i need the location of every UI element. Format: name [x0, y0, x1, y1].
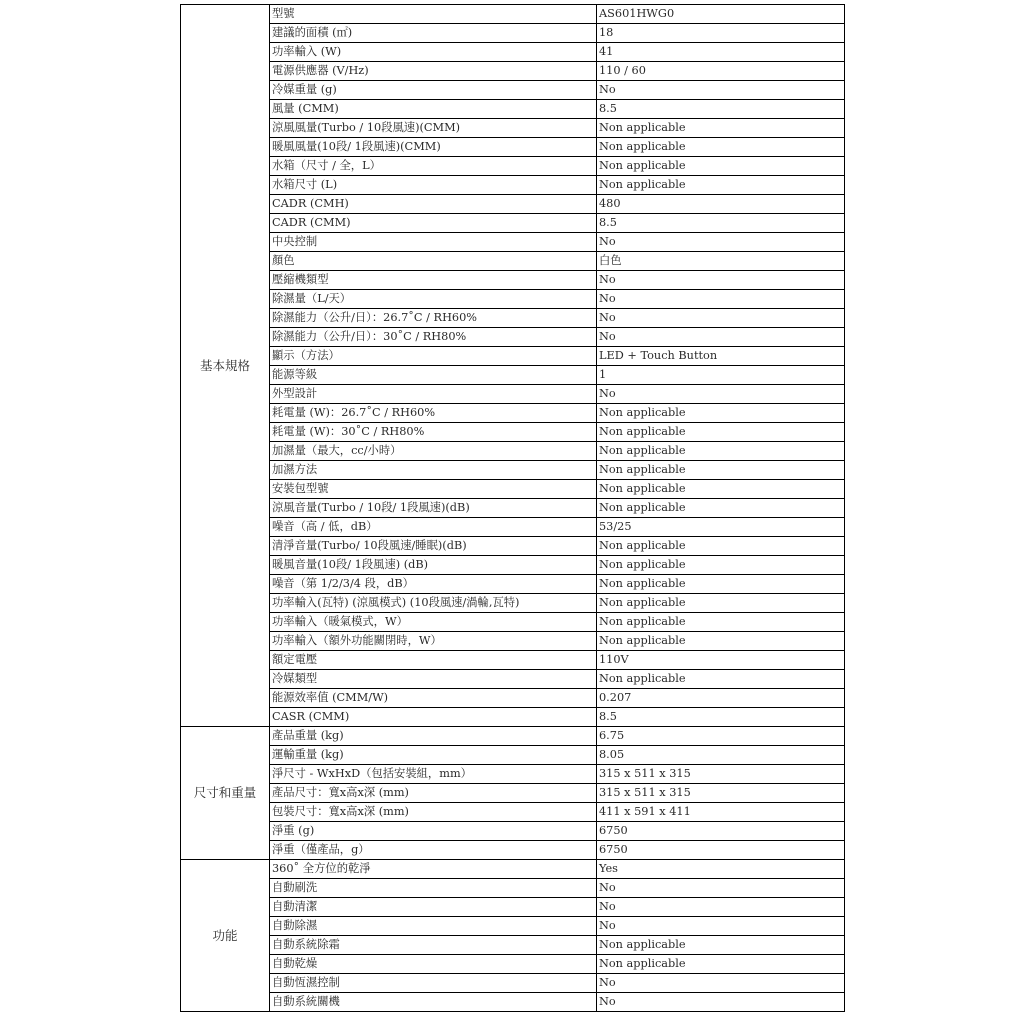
spec-row [181, 594, 845, 613]
spec-name-cell: CADR (CMM) [270, 214, 597, 233]
spec-name-cell: 加濕方法 [270, 461, 597, 480]
spec-row [181, 423, 845, 442]
spec-value-cell: No [597, 271, 845, 290]
spec-row [181, 81, 845, 100]
spec-row [181, 385, 845, 404]
spec-name-cell: 淨重（僅產品，g） [270, 841, 597, 860]
spec-value-cell: Non applicable [597, 632, 845, 651]
spec-value-cell: Non applicable [597, 575, 845, 594]
spec-row [181, 841, 845, 860]
spec-value-cell: No [597, 898, 845, 917]
spec-row [181, 176, 845, 195]
spec-name-cell: 自動乾燥 [270, 955, 597, 974]
spec-row [181, 347, 845, 366]
spec-row [181, 518, 845, 537]
spec-row [181, 860, 845, 879]
spec-row [181, 442, 845, 461]
spec-row [181, 100, 845, 119]
spec-name-cell: 水箱（尺寸 / 全，L） [270, 157, 597, 176]
spec-name-cell: 自動清潔 [270, 898, 597, 917]
spec-value-cell: Non applicable [597, 404, 845, 423]
spec-row [181, 157, 845, 176]
spec-value-cell: 8.5 [597, 708, 845, 727]
spec-row [181, 708, 845, 727]
spec-row [181, 62, 845, 81]
spec-row [181, 898, 845, 917]
spec-row [181, 670, 845, 689]
spec-value-cell: 18 [597, 24, 845, 43]
spec-name-cell: 除濕量（L/天） [270, 290, 597, 309]
spec-value-cell: Non applicable [597, 613, 845, 632]
spec-value-cell: No [597, 81, 845, 100]
spec-name-cell: 功率輸入（額外功能關閉時，W） [270, 632, 597, 651]
spec-row [181, 974, 845, 993]
spec-name-cell: 顏色 [270, 252, 597, 271]
spec-name-cell: 外型設計 [270, 385, 597, 404]
spec-value-cell: Non applicable [597, 556, 845, 575]
spec-value-cell: Non applicable [597, 157, 845, 176]
spec-row [181, 43, 845, 62]
spec-name-cell: 壓縮機類型 [270, 271, 597, 290]
spec-row [181, 24, 845, 43]
spec-value-cell: 110V [597, 651, 845, 670]
spec-name-cell: 自動系統除霜 [270, 936, 597, 955]
spec-value-cell: Non applicable [597, 670, 845, 689]
spec-name-cell: 360˚ 全方位的乾淨 [270, 860, 597, 879]
spec-name-cell: CADR (CMH) [270, 195, 597, 214]
spec-row [181, 252, 845, 271]
spec-value-cell: Non applicable [597, 442, 845, 461]
spec-value-cell: No [597, 328, 845, 347]
spec-value-cell: Non applicable [597, 499, 845, 518]
spec-name-cell: 運輸重量 (kg) [270, 746, 597, 765]
spec-row [181, 784, 845, 803]
spec-name-cell: 除濕能力（公升/日）：30˚C / RH80% [270, 328, 597, 347]
spec-value-cell: No [597, 385, 845, 404]
spec-name-cell: 冷媒重量 (g) [270, 81, 597, 100]
spec-row [181, 822, 845, 841]
spec-name-cell: 顯示（方法） [270, 347, 597, 366]
spec-row [181, 290, 845, 309]
spec-value-cell: No [597, 233, 845, 252]
spec-name-cell: 冷媒類型 [270, 670, 597, 689]
spec-name-cell: 淨尺寸 - WxHxD（包括安裝組，mm） [270, 765, 597, 784]
spec-name-cell: 暖風音量(10段/ 1段風速) (dB) [270, 556, 597, 575]
spec-row [181, 955, 845, 974]
spec-row [181, 556, 845, 575]
spec-row [181, 803, 845, 822]
spec-row [181, 651, 845, 670]
spec-row [181, 138, 845, 157]
spec-name-cell: 加濕量（最大，cc/小時） [270, 442, 597, 461]
spec-name-cell: 耗電量 (W)：30˚C / RH80% [270, 423, 597, 442]
spec-name-cell: 風量 (CMM) [270, 100, 597, 119]
spec-name-cell: 自動系統關機 [270, 993, 597, 1012]
spec-name-cell: 功率輸入（暖氣模式，W） [270, 613, 597, 632]
spec-value-cell: 8.05 [597, 746, 845, 765]
spec-value-cell: No [597, 974, 845, 993]
spec-value-cell: Non applicable [597, 537, 845, 556]
spec-name-cell: 能源效率值 (CMM/W) [270, 689, 597, 708]
spec-name-cell: 包裝尺寸：寬x高x深 (mm) [270, 803, 597, 822]
spec-row [181, 328, 845, 347]
spec-name-cell: 自動刷洗 [270, 879, 597, 898]
spec-name-cell: 除濕能力（公升/日）：26.7˚C / RH60% [270, 309, 597, 328]
spec-value-cell: 480 [597, 195, 845, 214]
spec-value-cell: No [597, 993, 845, 1012]
spec-value-cell: Non applicable [597, 594, 845, 613]
spec-name-cell: 涼風風量(Turbo / 10段風速)(CMM) [270, 119, 597, 138]
spec-value-cell: Non applicable [597, 119, 845, 138]
spec-row [181, 917, 845, 936]
spec-name-cell: 能源等級 [270, 366, 597, 385]
spec-value-cell: 1 [597, 366, 845, 385]
spec-row [181, 5, 845, 24]
spec-name-cell: 產品尺寸：寬x高x深 (mm) [270, 784, 597, 803]
spec-name-cell: 噪音（第 1/2/3/4 段，dB） [270, 575, 597, 594]
spec-value-cell: Yes [597, 860, 845, 879]
spec-name-cell: 產品重量 (kg) [270, 727, 597, 746]
spec-name-cell: 型號 [270, 5, 597, 24]
spec-value-cell: Non applicable [597, 138, 845, 157]
spec-row [181, 537, 845, 556]
spec-name-cell: 功率輸入(瓦特) (涼風模式) (10段風速/渦輪,瓦特) [270, 594, 597, 613]
spec-value-cell: No [597, 309, 845, 328]
spec-value-cell: 411 x 591 x 411 [597, 803, 845, 822]
spec-value-cell: Non applicable [597, 480, 845, 499]
spec-row [181, 689, 845, 708]
spec-name-cell: 自動恆濕控制 [270, 974, 597, 993]
spec-row [181, 499, 845, 518]
spec-value-cell: 0.207 [597, 689, 845, 708]
spec-name-cell: 噪音（高 / 低，dB） [270, 518, 597, 537]
spec-name-cell: 自動除濕 [270, 917, 597, 936]
spec-value-cell: Non applicable [597, 461, 845, 480]
spec-row [181, 936, 845, 955]
spec-value-cell: 8.5 [597, 214, 845, 233]
spec-value-cell: 8.5 [597, 100, 845, 119]
spec-value-cell: 110 / 60 [597, 62, 845, 81]
spec-value-cell: No [597, 917, 845, 936]
spec-name-cell: 中央控制 [270, 233, 597, 252]
spec-name-cell: 耗電量 (W)：26.7˚C / RH60% [270, 404, 597, 423]
spec-name-cell: 額定電壓 [270, 651, 597, 670]
spec-value-cell: LED + Touch Button [597, 347, 845, 366]
spec-value-cell: Non applicable [597, 176, 845, 195]
spec-value-cell: 315 x 511 x 315 [597, 784, 845, 803]
spec-name-cell: 電源供應器 (V/Hz) [270, 62, 597, 81]
spec-value-cell: Non applicable [597, 423, 845, 442]
section-label: 功能 [181, 860, 270, 1012]
spec-value-cell: 6.75 [597, 727, 845, 746]
spec-row [181, 480, 845, 499]
spec-value-cell: 6750 [597, 841, 845, 860]
spec-row [181, 119, 845, 138]
spec-row [181, 879, 845, 898]
spec-name-cell: 清淨音量(Turbo/ 10段風速/睡眠)(dB) [270, 537, 597, 556]
spec-name-cell: 淨重 (g) [270, 822, 597, 841]
spec-value-cell: 53/25 [597, 518, 845, 537]
section-label: 尺寸和重量 [181, 727, 270, 860]
spec-value-cell: No [597, 290, 845, 309]
spec-row [181, 993, 845, 1012]
spec-row [181, 461, 845, 480]
spec-name-cell: 功率輸入 (W) [270, 43, 597, 62]
spec-value-cell: 6750 [597, 822, 845, 841]
spec-table [180, 4, 845, 1012]
spec-name-cell: 建議的面積 (㎡) [270, 24, 597, 43]
spec-row [181, 613, 845, 632]
spec-value-cell: 41 [597, 43, 845, 62]
spec-value-cell: Non applicable [597, 936, 845, 955]
spec-value-cell: 白色 [597, 252, 845, 271]
spec-name-cell: 安裝包型號 [270, 480, 597, 499]
spec-row [181, 727, 845, 746]
spec-value-cell: No [597, 879, 845, 898]
spec-row [181, 404, 845, 423]
spec-value-cell: AS601HWG0 [597, 5, 845, 24]
spec-table-body [181, 5, 845, 1012]
spec-row [181, 195, 845, 214]
spec-row [181, 575, 845, 594]
spec-name-cell: 水箱尺寸 (L) [270, 176, 597, 195]
spec-row [181, 271, 845, 290]
spec-row [181, 765, 845, 784]
spec-row [181, 309, 845, 328]
spec-name-cell: 涼風音量(Turbo / 10段/ 1段風速)(dB) [270, 499, 597, 518]
spec-row [181, 632, 845, 651]
spec-row [181, 746, 845, 765]
spec-value-cell: 315 x 511 x 315 [597, 765, 845, 784]
spec-row [181, 366, 845, 385]
spec-name-cell: CASR (CMM) [270, 708, 597, 727]
spec-name-cell: 暖風風量(10段/ 1段風速)(CMM) [270, 138, 597, 157]
section-label: 基本規格 [181, 5, 270, 727]
spec-row [181, 214, 845, 233]
spec-row [181, 233, 845, 252]
spec-value-cell: Non applicable [597, 955, 845, 974]
